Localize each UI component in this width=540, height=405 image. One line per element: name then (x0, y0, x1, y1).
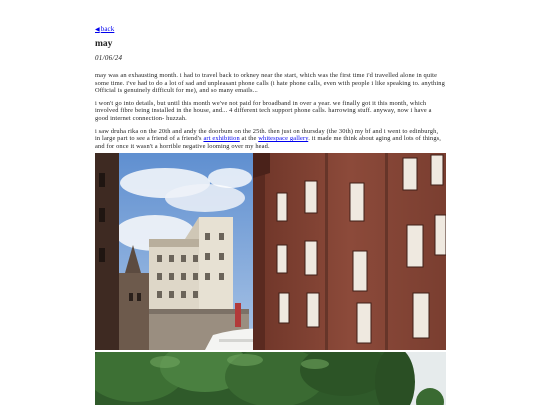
back-link[interactable] (95, 25, 445, 35)
edinburgh-street-photo (95, 153, 446, 350)
back-arrow-icon: ◀ (95, 27, 100, 33)
art-exhibition-link[interactable]: art exhibition (203, 135, 240, 143)
post-date: 01/06/24 (95, 54, 123, 62)
paragraph-3-text-b: at the (239, 135, 259, 143)
post-title: may (95, 39, 113, 49)
post-paragraph-3 (95, 128, 445, 151)
post-paragraph-1: may was an exhausting month. i had to travel back to orkney near the start, which was the first time i'd travelled alone in quite some time. i've had to do a lot of sad and unpleasant phone calls (i hate phone calls, even with people i like speaking to. anything Official is genuinely difficult for me), and so many emails... (95, 72, 445, 95)
paragraph-3-text-a: i saw druha rika on the 20th and andy the doorbum on the 25th. then just on thursday (the 30th) my bf and i went to edinburgh, in large part to see a friend of a friend's (95, 127, 439, 143)
forest-photo (95, 352, 446, 405)
paragraph-3-text-c: . it made me think about aging and lots of things, and for once it wasn't a horrible negative looming over my head. (95, 135, 442, 150)
blog-post (95, 25, 445, 150)
post-paragraph-2: i won't go into details, but until this month we've not paid for broadband in over a year. we finally got it this month, which involved fibre being installed in the house, and... 4 different tech support phone calls. harrowing stuff. anyway, now i have a good internet connection- huzzah. (95, 99, 432, 122)
whitespace-gallery-link[interactable]: whitespace gallery (258, 135, 309, 143)
back-link-label: back (100, 25, 115, 33)
